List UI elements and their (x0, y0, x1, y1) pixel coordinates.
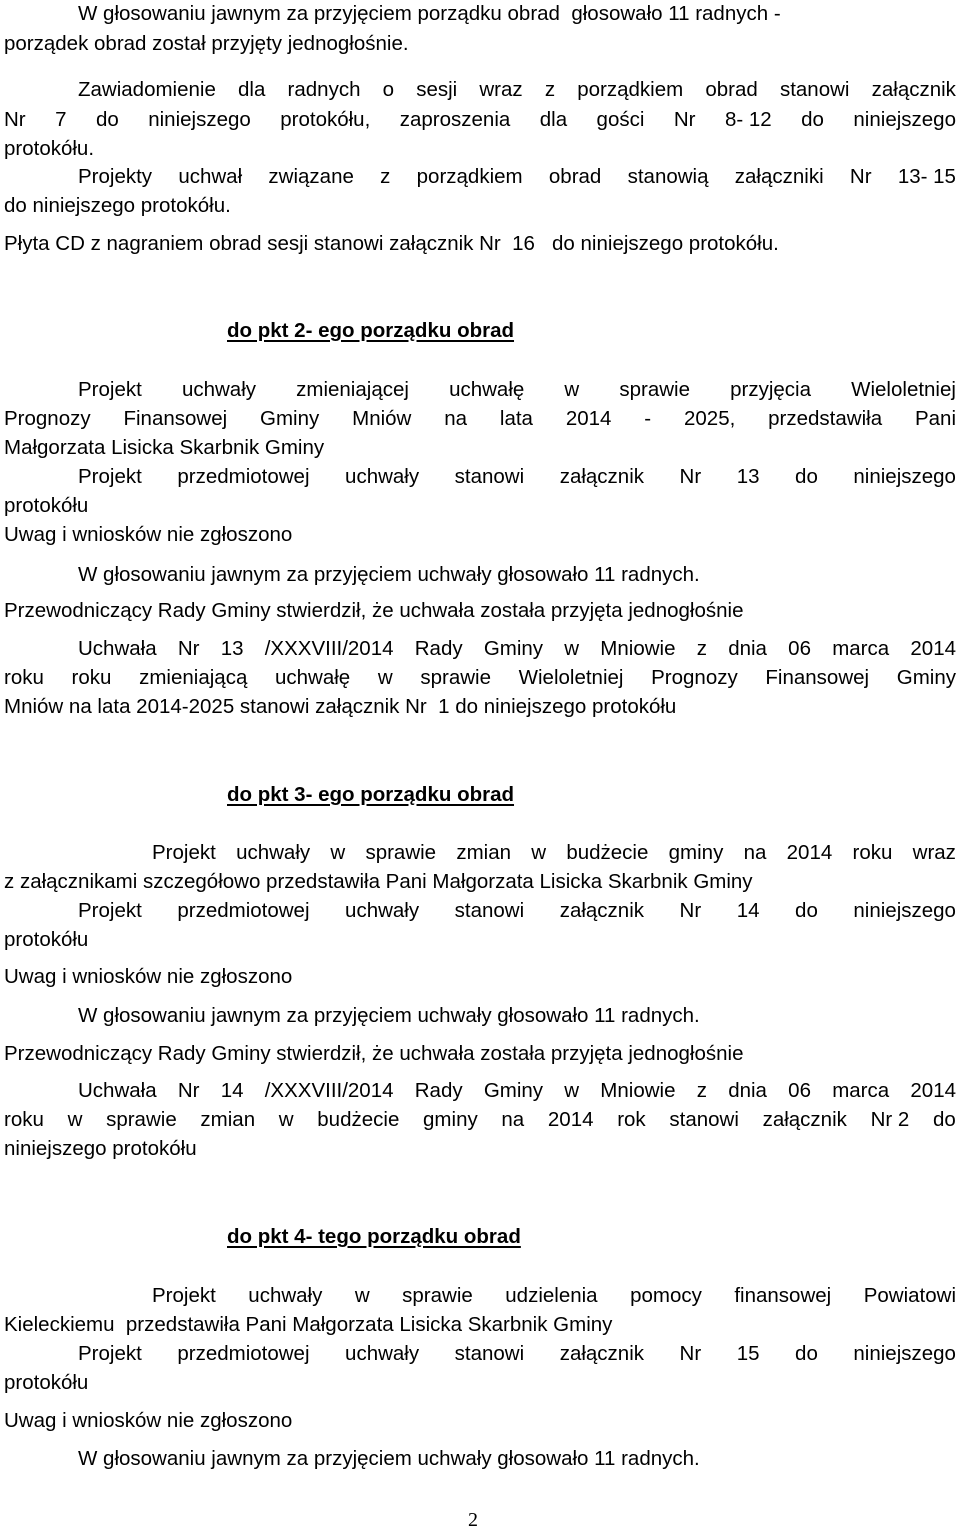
word: Projekt (78, 1342, 142, 1365)
word: Wieloletniej (851, 378, 956, 401)
word: w (67, 1108, 83, 1131)
word: Nr (849, 165, 872, 188)
word: finansowej (734, 1284, 832, 1307)
word: roku (4, 1108, 44, 1131)
word: do (795, 465, 818, 488)
page-number: 2 (468, 1509, 478, 1531)
word: uchwały (345, 465, 420, 488)
word: 06 (788, 637, 811, 660)
word: 13 (220, 637, 244, 660)
word: Mniów (352, 407, 412, 430)
pkt2-line-11: Mniów na lata 2014-2025 stanowi załącznik Nr 1 do niniejszego protokółu (4, 695, 677, 718)
pkt3-line-10: niniejszego protokółu (4, 1137, 197, 1160)
pkt3-line-7: Przewodniczący Rady Gminy stwierdził, że uchwała została przyjęta jednogłośnie (4, 1042, 744, 1065)
word: protokółu, (280, 108, 371, 131)
word: 2014 (910, 1079, 956, 1102)
word: załącznik (762, 1108, 847, 1131)
word: niniejszego (853, 899, 956, 922)
intro-line-7: do niniejszego protokółu. (4, 194, 231, 217)
word: w (564, 1079, 580, 1102)
word: pomocy (630, 1284, 702, 1307)
word: wraz (912, 841, 956, 864)
word: Powiatowi (863, 1284, 956, 1307)
pkt2-line-8: Przewodniczący Rady Gminy stwierdził, że uchwała została przyjęta jednogłośnie (4, 599, 744, 622)
word: na (743, 841, 767, 864)
intro-line-6 (78, 167, 956, 188)
word: gości (596, 108, 645, 131)
word: z (380, 165, 391, 188)
pkt2-line-2 (4, 409, 956, 430)
pkt4-line-1 (152, 1286, 956, 1307)
word: Nr (673, 108, 696, 131)
word: sprawie (402, 1284, 473, 1307)
word: uchwałę (275, 666, 351, 689)
word: /XXXVIII/2014 (264, 637, 394, 660)
word: zaproszenia (399, 108, 511, 131)
word: gminy (423, 1108, 478, 1131)
word: Zawiadomienie (78, 78, 216, 101)
word: sprawie (365, 841, 437, 864)
word: Nr (679, 899, 702, 922)
word: 06 (788, 1079, 811, 1102)
word: z (696, 1079, 707, 1102)
word: stanowi (454, 465, 525, 488)
word: na (501, 1108, 525, 1131)
pkt4-line-5: Uwag i wniosków nie zgłoszono (4, 1409, 293, 1432)
section-heading-pkt-3: do pkt 3- ego porządku obrad (227, 783, 515, 806)
word: przedmiotowej (177, 899, 310, 922)
word: Projekt (78, 465, 142, 488)
word: stanowi (454, 1342, 525, 1365)
word: Projekt (78, 378, 142, 401)
word: 14 (736, 899, 760, 922)
word: uchwał (178, 165, 243, 188)
intro-line-3 (78, 80, 956, 101)
pkt3-line-1 (152, 843, 956, 864)
word: załącznik (559, 899, 644, 922)
word: Rady (414, 637, 463, 660)
word: zmieniającą (139, 666, 248, 689)
word: Wieloletniej (518, 666, 624, 689)
word: Prognozy (651, 666, 738, 689)
pkt4-line-6: W głosowaniu jawnym za przyjęciem uchwały głosowało 11 radnych. (78, 1447, 700, 1470)
word: w (354, 1284, 370, 1307)
word: uchwały (345, 899, 420, 922)
pkt2-line-1 (78, 380, 956, 401)
word: w (377, 666, 393, 689)
word: do (801, 108, 824, 131)
word: przedstawiła (768, 407, 883, 430)
pkt2-line-3: Małgorzata Lisicka Skarbnik Gminy (4, 436, 325, 459)
pkt4-line-4: protokółu (4, 1371, 89, 1394)
word: dla (539, 108, 568, 131)
pkt2-line-10 (4, 668, 956, 689)
pkt3-line-6: W głosowaniu jawnym za przyjęciem uchwały głosowało 11 radnych. (78, 1004, 700, 1027)
pkt3-line-5: Uwag i wniosków nie zgłoszono (4, 965, 293, 988)
word: niniejszego (853, 1342, 956, 1365)
word: Uchwała (78, 1079, 157, 1102)
word: Projekt (78, 899, 142, 922)
word: Gminy (260, 407, 320, 430)
word: Prognozy (4, 407, 91, 430)
word: Mniowie (600, 1079, 676, 1102)
word: w (564, 378, 580, 401)
word: dla (238, 78, 266, 101)
word: 8- 12 (724, 108, 772, 131)
word: do (795, 1342, 818, 1365)
word: Finansowej (123, 407, 228, 430)
word: Projekty (78, 165, 153, 188)
pkt3-line-2: z załącznikami szczegółowo przedstawiła Pani Małgorzata Lisicka Skarbnik Gminy (4, 870, 753, 893)
word: Gminy (896, 666, 956, 689)
word: - (644, 407, 652, 430)
word: stanowią (627, 165, 709, 188)
word: niniejszego (148, 108, 251, 131)
section-heading-pkt-2: do pkt 2- ego porządku obrad (227, 319, 515, 342)
intro-line-4 (4, 110, 956, 131)
word: załącznik (559, 1342, 644, 1365)
pkt4-line-3 (78, 1344, 956, 1365)
word: związane (268, 165, 354, 188)
word: Uchwała (78, 637, 157, 660)
word: z (696, 637, 707, 660)
word: Gminy (483, 1079, 544, 1102)
word: roku (4, 666, 44, 689)
word: 2025, (683, 407, 736, 430)
word: wraz (479, 78, 523, 101)
word: sprawie (106, 1108, 177, 1131)
word: uchwały (236, 841, 311, 864)
word: Nr (177, 637, 200, 660)
word: Projekt (152, 841, 216, 864)
word: dnia (728, 1079, 767, 1102)
word: /XXXVIII/2014 (264, 1079, 394, 1102)
word: do (933, 1108, 956, 1131)
word: radnych (287, 78, 361, 101)
word: udzielenia (505, 1284, 598, 1307)
word: sprawie (619, 378, 690, 401)
intro-line-5: protokółu. (4, 137, 95, 160)
pkt3-line-4: protokółu (4, 928, 89, 951)
word: do (95, 108, 119, 131)
word: Gminy (483, 637, 544, 660)
word: o (382, 78, 395, 101)
intro-line-8: Płyta CD z nagraniem obrad sesji stanowi załącznik Nr 16 do niniejszego protokółu. (4, 232, 779, 255)
word: rok (617, 1108, 646, 1131)
word: zmian (456, 841, 512, 864)
word: 13 (736, 465, 760, 488)
word: budżecie (317, 1108, 400, 1131)
word: 7 (55, 108, 67, 131)
word: w (564, 637, 580, 660)
word: 15 (736, 1342, 760, 1365)
intro-line-2: porządek obrad został przyjęty jednogłośnie. (4, 32, 409, 55)
pkt2-line-5: protokółu (4, 494, 89, 517)
word: w (330, 841, 346, 864)
word: uchwałę (449, 378, 525, 401)
word: zmian (200, 1108, 256, 1131)
word: zmieniającej (296, 378, 409, 401)
word: załączniki (734, 165, 824, 188)
word: marca (832, 1079, 890, 1102)
word: przedmiotowej (177, 465, 310, 488)
word: sesji (416, 78, 458, 101)
word: z (544, 78, 556, 101)
word: na (444, 407, 468, 430)
word: Finansowej (765, 666, 870, 689)
word: roku (852, 841, 893, 864)
word: Nr (679, 465, 702, 488)
word: porządkiem (577, 78, 684, 101)
word: sprawie (420, 666, 491, 689)
word: uchwały (181, 378, 256, 401)
word: gminy (668, 841, 724, 864)
word: stanowi (779, 78, 850, 101)
word: w (278, 1108, 294, 1131)
intro-line-1: W głosowaniu jawnym za przyjęciem porządku obrad głosowało 11 radnych - (78, 2, 781, 25)
word: obrad (705, 78, 758, 101)
word: Mniowie (600, 637, 676, 660)
pkt2-line-6: Uwag i wniosków nie zgłoszono (4, 523, 293, 546)
word: przedmiotowej (177, 1342, 310, 1365)
word: Nr (679, 1342, 702, 1365)
word: Pani (914, 407, 956, 430)
word: do (795, 899, 818, 922)
pkt2-line-7: W głosowaniu jawnym za przyjęciem uchwały głosowało 11 radnych. (78, 563, 700, 586)
section-heading-pkt-4: do pkt 4- tego porządku obrad (227, 1225, 521, 1248)
word: 2014 (786, 841, 833, 864)
pkt4-line-2: Kieleckiemu przedstawiła Pani Małgorzata Lisicka Skarbnik Gminy (4, 1313, 613, 1336)
word: 2014 (547, 1108, 594, 1131)
pkt3-line-8 (78, 1081, 956, 1102)
word: dnia (728, 637, 767, 660)
word: budżecie (566, 841, 649, 864)
word: stanowi (669, 1108, 739, 1131)
word: uchwały (345, 1342, 420, 1365)
pkt2-line-4 (78, 467, 956, 488)
pkt3-line-3 (78, 901, 956, 922)
word: przyjęcia (730, 378, 811, 401)
word: w (531, 841, 547, 864)
word: niniejszego (853, 108, 956, 131)
word: niniejszego (853, 465, 956, 488)
word: Projekt (152, 1284, 216, 1307)
word: marca (832, 637, 890, 660)
word: 2014 (910, 637, 956, 660)
word: roku (71, 666, 112, 689)
word: 2014 (565, 407, 612, 430)
word: Nr 2 (870, 1108, 910, 1131)
word: porządkiem (416, 165, 523, 188)
word: Rady (414, 1079, 463, 1102)
word: lata (499, 407, 533, 430)
word: załącznik (871, 78, 956, 101)
word: uchwały (248, 1284, 323, 1307)
word: obrad (548, 165, 602, 188)
word: załącznik (559, 465, 644, 488)
word: Nr (4, 108, 26, 131)
pkt3-line-9 (4, 1110, 956, 1131)
pkt2-line-9 (78, 639, 956, 660)
word: stanowi (454, 899, 525, 922)
word: 13- 15 (897, 165, 956, 188)
word: Nr (177, 1079, 200, 1102)
word: 14 (220, 1079, 244, 1102)
